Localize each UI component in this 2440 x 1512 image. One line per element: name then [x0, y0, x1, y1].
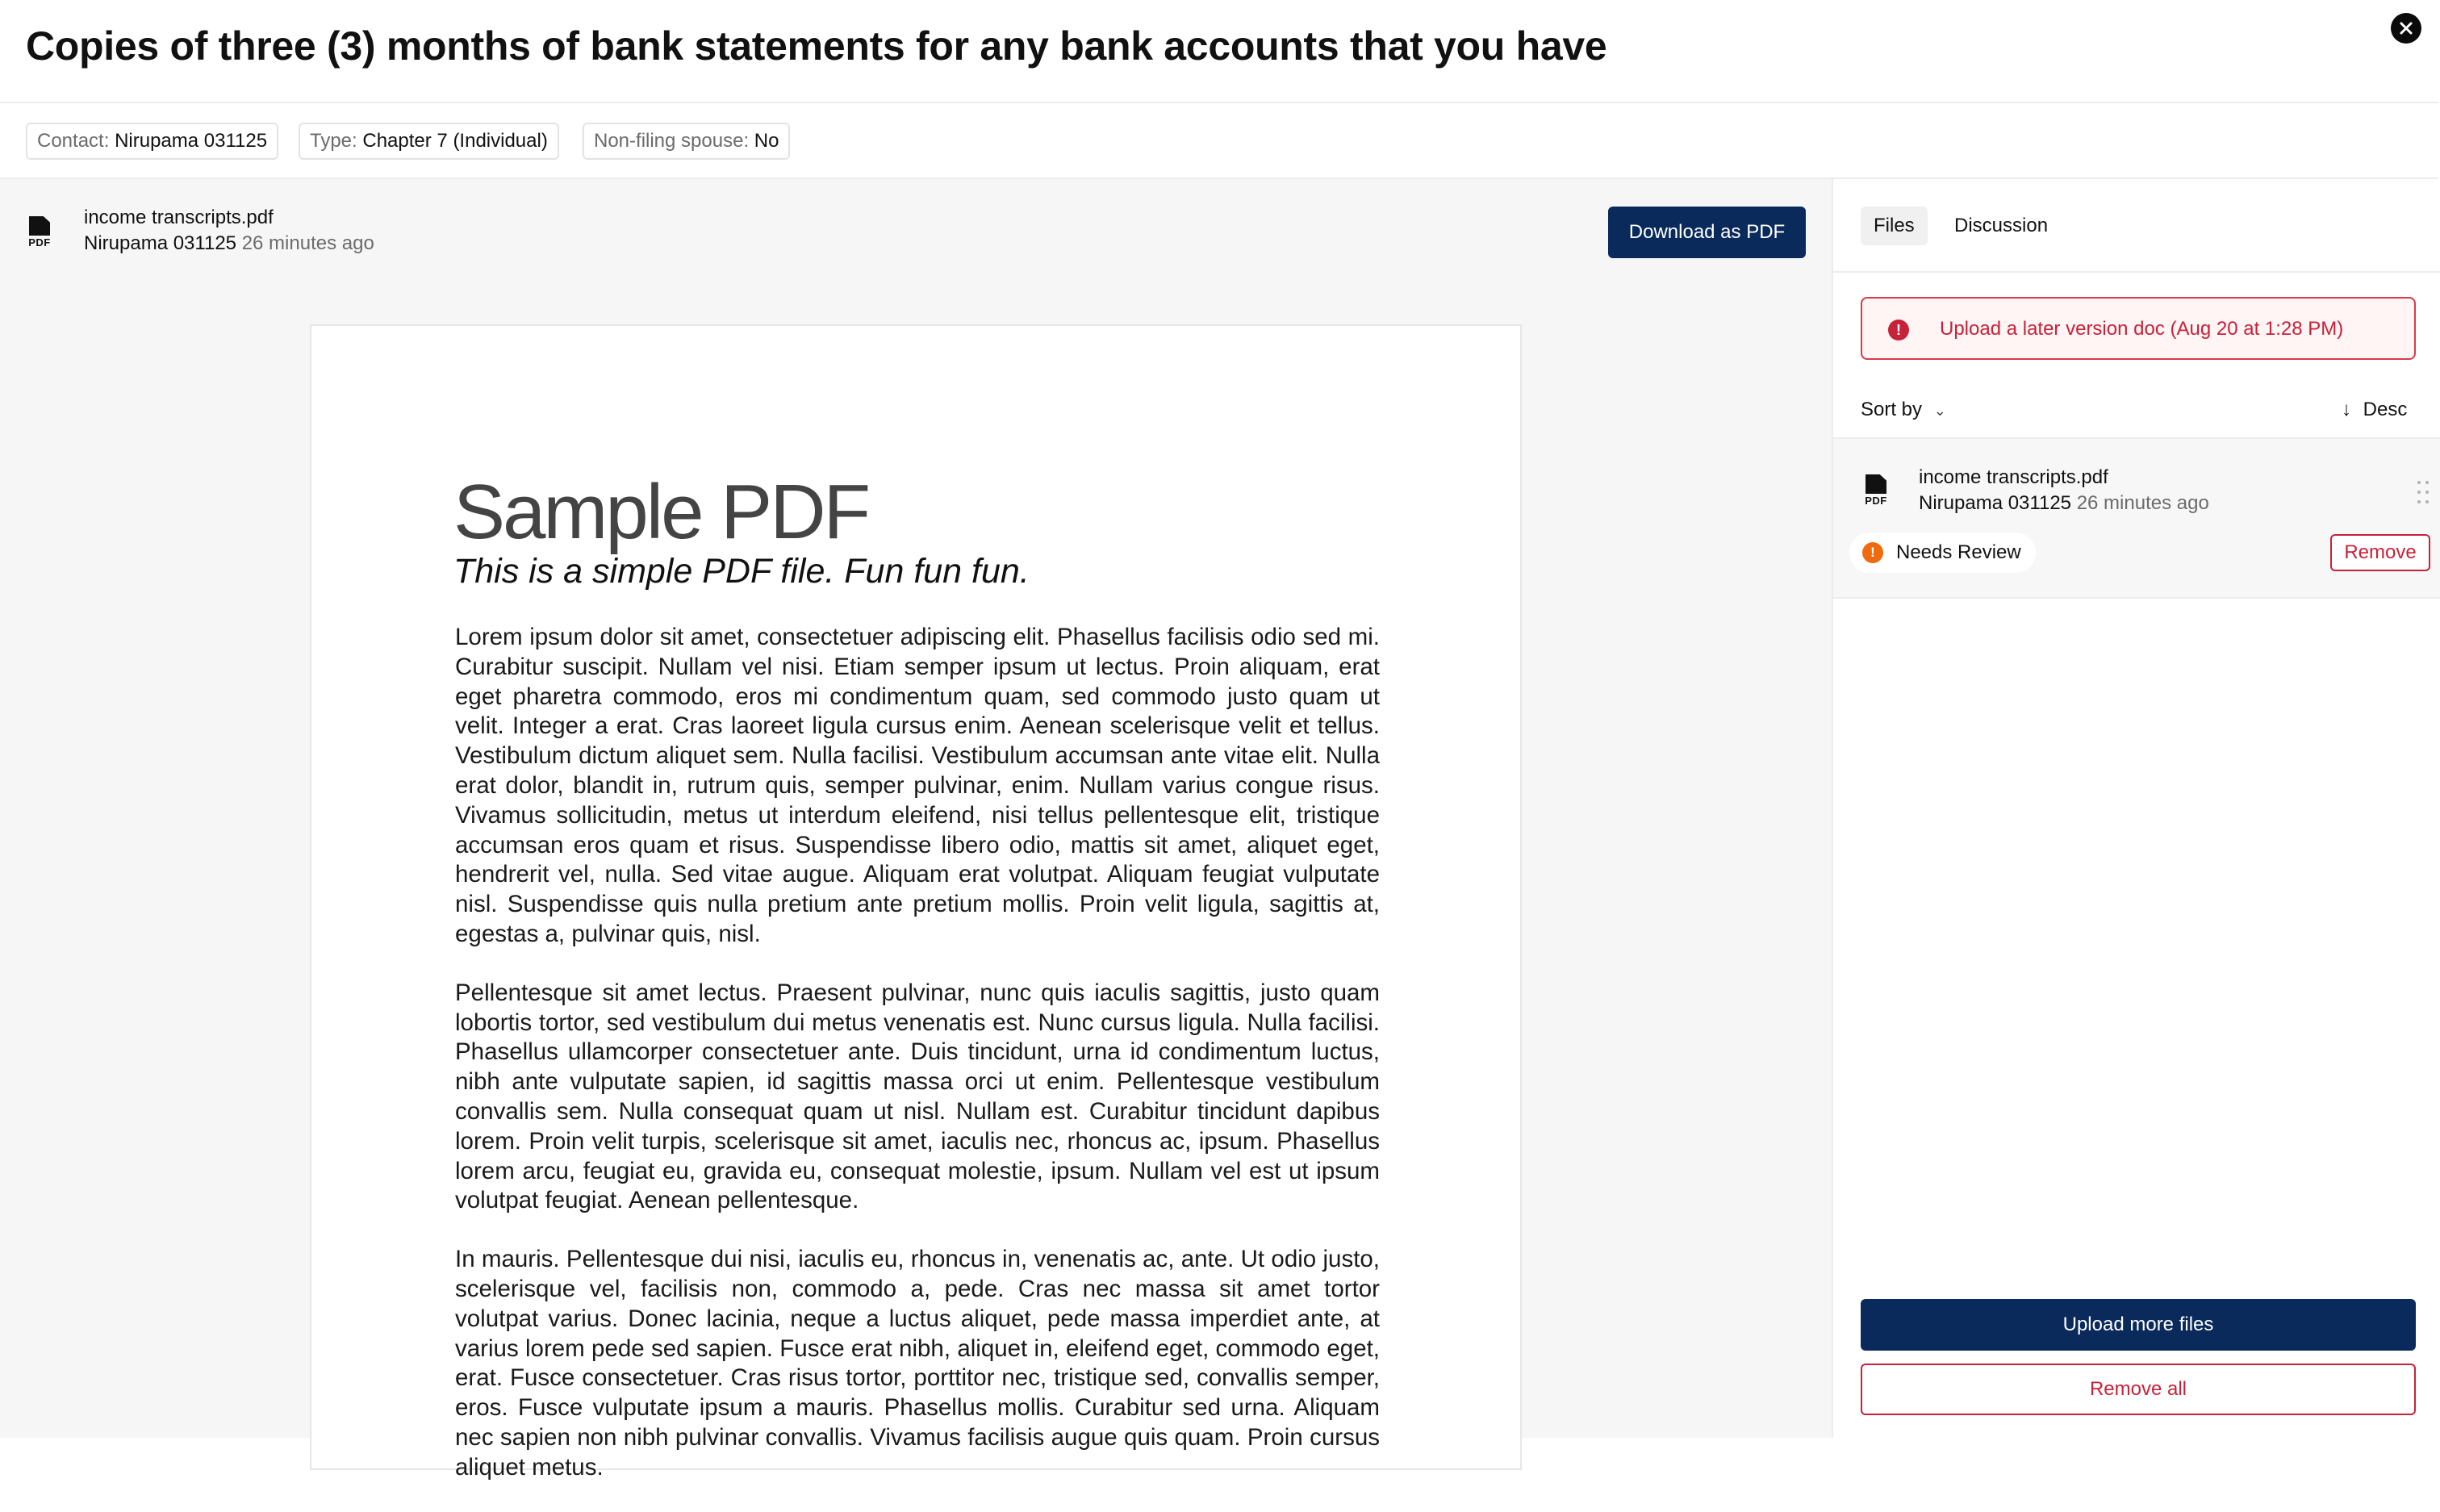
document-viewer[interactable]: [0, 179, 1832, 1481]
remove-file-button[interactable]: Remove: [2330, 534, 2430, 571]
pdf-file-icon: PDF: [26, 216, 53, 249]
spouse-tag: [583, 123, 790, 160]
tab-discussion[interactable]: Discussion: [1954, 215, 2049, 236]
contact-tag-value: Nirupama 031125: [115, 130, 268, 152]
viewer-file-name: income transcripts.pdf: [84, 207, 274, 228]
file-item-name: income transcripts.pdf: [1919, 466, 2108, 488]
contact-tag-key: Contact:: [37, 130, 110, 152]
file-item-uploader: Nirupama 031125: [1919, 492, 2072, 514]
arrow-down-icon: ↓: [2342, 399, 2351, 420]
pdf-file-icon: PDF: [1862, 474, 1890, 507]
file-list-item[interactable]: [1833, 437, 2440, 599]
spouse-tag-value: No: [754, 130, 779, 152]
viewer-uploader: Nirupama 031125: [84, 232, 237, 254]
alert-text: Upload a later version doc (Aug 20 at 1:28 PM): [1940, 318, 2344, 340]
pdf-paragraph: In mauris. Pellentesque dui nisi, iaculis eu, rhoncus in, venenatis ac, ante. Ut odio justo, scelerisque vel, facilisis non, commodo a, pede. Cras nec massa sit amet tortor volutpat varius. Donec lacinia, neque a luctus aliquet, pede massa imperdiet ante, at varius lorem pede sed sapien. Fusce erat nibh, aliquet in, eleifend eget, commodo eget, erat. Fusce consectetuer. Cras risus tortor, porttitor nec, tristique sed, convallis semper, eros. Fusce vulputate ipsum a mauris. Phasellus mollis. Curabitur sed urna. Aliquam nec sapien non nibh pulvinar convallis. Vivamus facilisis augue quis quam. Proin cursus aliquet metus.: [455, 1246, 1380, 1481]
status-badge: [1849, 533, 2036, 573]
case-info-bar: [0, 103, 2438, 179]
download-pdf-button[interactable]: Download as PDF: [1608, 207, 1806, 258]
pdf-page: [310, 324, 1522, 1481]
sort-by-dropdown[interactable]: [1861, 399, 1946, 421]
modal-header: [0, 0, 2438, 103]
sort-direction-toggle[interactable]: [2342, 399, 2407, 421]
file-item-time: 26 minutes ago: [2076, 492, 2209, 514]
files-panel: [1832, 179, 2438, 1438]
chevron-down-icon: ⌄: [1933, 403, 1946, 419]
sort-by-label: Sort by: [1861, 399, 1923, 420]
type-tag: [299, 123, 559, 160]
page-title: Copies of three (3) months of bank statements for any bank accounts that you have: [26, 23, 1607, 69]
file-item-meta: [1919, 492, 2209, 515]
contact-tag: [26, 123, 278, 160]
close-icon: [2400, 22, 2413, 35]
tab-files[interactable]: Files: [1861, 207, 1928, 245]
warning-icon: !: [1862, 542, 1883, 563]
status-badge-label: Needs Review: [1896, 541, 2021, 563]
type-tag-key: Type:: [310, 130, 357, 152]
viewer-file-header: [26, 207, 510, 263]
pdf-subtitle: This is a simple PDF file. Fun fun fun.: [453, 552, 1030, 591]
upload-alert: [1861, 297, 2416, 360]
upload-more-files-button[interactable]: Upload more files: [1861, 1299, 2416, 1351]
close-button[interactable]: [2391, 13, 2421, 44]
alert-icon: !: [1888, 320, 1909, 340]
spouse-tag-key: Non-filing spouse:: [594, 130, 750, 152]
pdf-title: Sample PDF: [453, 469, 869, 555]
remove-all-button[interactable]: Remove all: [1861, 1364, 2416, 1415]
pdf-paragraph: Pellentesque sit amet lectus. Praesent pulvinar, nunc quis iaculis sagittis, justo quam lobortis tortor, sed vestibulum dui metus venenatis est. Nunc cursus ligula. Nulla facilisi. Phasellus ullamcorper consectetuer ante. Duis tincidunt, urna id condimentum luctus, nibh ante vulputate sapien, id sagittis massa orci ut enim. Pellentesque vestibulum convallis sem. Nulla consequat quam ut nisl. Nullam est. Curabitur tincidunt dapibus lorem. Proin velit turpis, scelerisque sit amet, iaculis nec, rhoncus ac, ipsum. Phasellus lorem arcu, feugiat eu, gravida eu, consequat molestie, ipsum. Nullam vel est ut ipsum volutpat feugiat. Aenean pellentesque.: [455, 979, 1380, 1214]
pdf-paragraph: Lorem ipsum dolor sit amet, consectetuer adipiscing elit. Phasellus facilisis odio sed mi. Curabitur suscipit. Nullam vel nisi. Etiam semper ipsum ut lectus. Proin aliquam, erat eget pharetra commodo, eros mi condimentum quam, sed commodo justo quam ut velit. Integer a erat. Cras laoreet ligula cursus enim. Aenean scelerisque velit et tellus. Vestibulum dictum aliquet sem. Nulla facilisi. Vestibulum accumsan ante vitae elit. Nulla erat dolor, blandit in, rutrum quis, semper pulvinar, enim. Nullam varius congue risus. Vivamus sollicitudin, metus ut interdum eleifend, nisi tellus pellentesque elit, tristique accumsan eros quam et risus. Suspendisse libero odio, mattis sit amet, aliquet eget, hendrerit vel, nulla. Sed vitae augue. Aliquam erat volutpat. Aliquam feugiat vulputate nisl. Suspendisse quis nulla pretium ante pretium mollis. Proin velit ligula, sagittis at, egestas a, pulvinar quis, nisl.: [455, 624, 1380, 947]
type-tag-value: Chapter 7 (Individual): [362, 130, 548, 152]
panel-divider: [1833, 271, 2440, 273]
drag-handle-icon[interactable]: [2416, 479, 2432, 505]
viewer-file-meta: [84, 232, 374, 255]
viewer-upload-time: 26 minutes ago: [241, 232, 374, 254]
pdf-body: [455, 623, 1380, 1512]
sort-direction-label: Desc: [2363, 399, 2408, 420]
